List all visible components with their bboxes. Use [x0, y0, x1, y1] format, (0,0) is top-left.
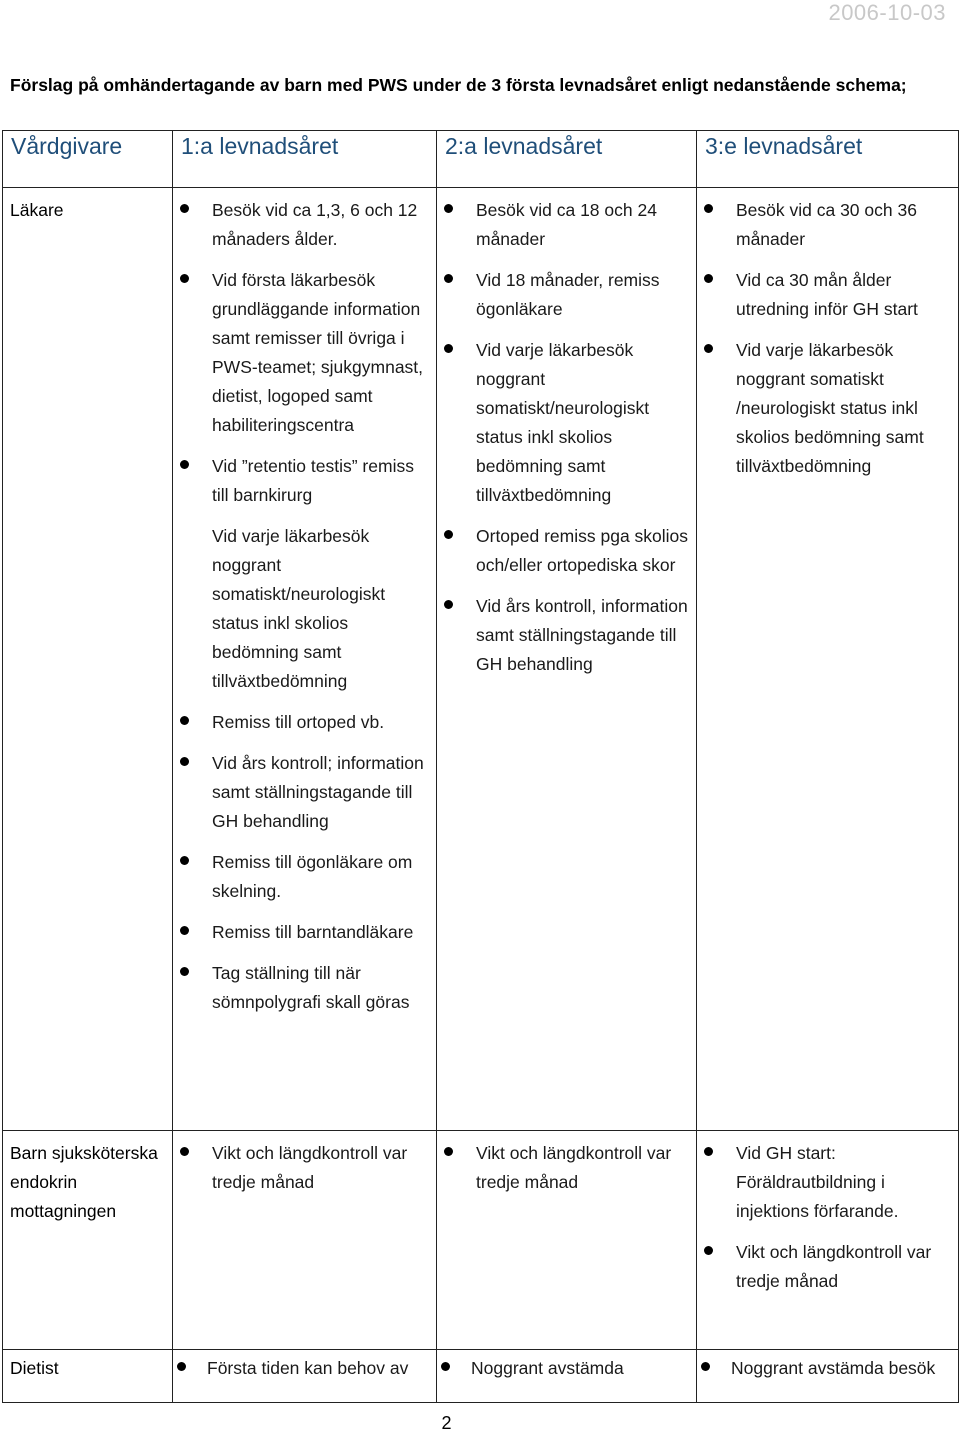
role-cell: Dietist — [3, 1350, 173, 1403]
list-item: Vikt och längdkontroll var tredje månad — [437, 1139, 690, 1197]
cell-year-1 — [173, 1131, 437, 1350]
list-item: Noggrant avstämda besök — [697, 1354, 952, 1383]
bullet-icon — [180, 204, 189, 213]
list-item: Besök vid ca 30 och 36 månader — [697, 196, 952, 254]
bullet-icon — [444, 600, 453, 609]
list-item: Vid ”retentio testis” remiss till barnkirurg — [173, 452, 430, 510]
bullet-icon — [704, 274, 713, 283]
list-item: Vid års kontroll, information samt ställningstagande till GH behandling — [437, 592, 690, 679]
list-item: Vid års kontroll; information samt ställningstagande till GH behandling — [173, 749, 430, 836]
table-row-dietist — [3, 1350, 959, 1403]
bullet-list — [173, 1131, 436, 1197]
intro-text: Förslag på omhändertagande av barn med PWS under de 3 första levnadsåret enligt nedanstående schema; — [10, 75, 907, 95]
cell-year-3 — [697, 1131, 959, 1350]
list-item: Tag ställning till när sömnpolygrafi skall göras — [173, 959, 430, 1017]
list-item: Noggrant avstämda — [437, 1354, 690, 1383]
bullet-list — [437, 188, 696, 679]
bullet-icon — [704, 1147, 713, 1156]
list-item: Vid varje läkarbesök noggrant somatiskt /neurologiskt status inkl skolios bedömning samt tillväxtbedömning — [697, 336, 952, 481]
list-item: Vikt och längdkontroll var tredje månad — [697, 1238, 952, 1296]
list-item: Första tiden kan behov av — [173, 1354, 430, 1383]
list-item: Vid varje läkarbesök noggrant somatiskt/neurologiskt status inkl skolios bedömning samt tillväxtbedömning — [437, 336, 690, 510]
bullet-icon — [701, 1362, 710, 1371]
table-row-barnsjukskoterska — [3, 1131, 959, 1350]
bullet-list — [697, 1131, 958, 1296]
cell-year-3 — [697, 188, 959, 1131]
cell-year-2 — [437, 188, 697, 1131]
bullet-icon — [177, 1362, 186, 1371]
list-item: Vid ca 30 mån ålder utredning inför GH start — [697, 266, 952, 324]
bullet-icon — [180, 274, 189, 283]
cell-year-3 — [697, 1350, 959, 1403]
header-year-2: 2:a levnadsåret — [437, 131, 697, 188]
bullet-icon — [180, 716, 189, 725]
header-year-1: 1:a levnadsåret — [173, 131, 437, 188]
bullet-icon — [180, 757, 189, 766]
cell-year-2 — [437, 1350, 697, 1403]
role-cell: Barn sjuksköterska endokrin mottagningen — [3, 1131, 173, 1350]
bullet-icon — [444, 530, 453, 539]
list-item: Vid varje läkarbesök noggrant somatiskt/neurologiskt status inkl skolios bedömning samt tillväxtbedömning — [212, 526, 386, 691]
bullet-list — [437, 1350, 696, 1383]
bullet-icon — [444, 274, 453, 283]
bullet-icon — [444, 344, 453, 353]
document-date: 2006-10-03 — [828, 0, 946, 25]
header-year-3: 3:e levnadsåret — [697, 131, 959, 188]
list-item: Besök vid ca 1,3, 6 och 12 månaders ålder. — [173, 196, 430, 254]
cell-year-1 — [173, 1350, 437, 1403]
list-item: Vid första läkarbesök grundläggande information samt remisser till övriga i PWS-teamet; sjukgymnast, dietist, logoped samt habiliteringscentra — [173, 266, 430, 440]
bullet-list — [697, 188, 958, 481]
bullet-icon — [704, 1246, 713, 1255]
bullet-list — [173, 188, 436, 1017]
list-item: Remiss till ögonläkare om skelning. — [173, 848, 430, 906]
bullet-icon — [180, 1147, 189, 1156]
bullet-icon — [180, 856, 189, 865]
bullet-list — [173, 1350, 436, 1383]
bullet-icon — [441, 1362, 450, 1371]
role-cell: Läkare — [3, 188, 173, 1131]
cell-year-1 — [173, 188, 437, 1131]
bullet-list — [437, 1131, 696, 1197]
bullet-icon — [180, 967, 189, 976]
bullet-icon — [180, 926, 189, 935]
page-number: 2 — [441, 1413, 452, 1433]
list-item: Vid 18 månader, remiss ögonläkare — [437, 266, 690, 324]
bullet-icon — [444, 204, 453, 213]
list-item: Ortoped remiss pga skolios och/eller ortopediska skor — [437, 522, 690, 580]
list-item: Remiss till barntandläkare — [173, 918, 430, 947]
bullet-list — [697, 1350, 958, 1383]
list-item: Remiss till ortoped vb. — [173, 708, 430, 737]
bullet-icon — [180, 460, 189, 469]
list-item: Vid GH start: Föräldrautbildning i injektions förfarande. — [697, 1139, 952, 1226]
cell-year-2 — [437, 1131, 697, 1350]
bullet-icon — [704, 204, 713, 213]
table-header-row — [3, 131, 959, 188]
bullet-icon — [704, 344, 713, 353]
care-schedule-table — [2, 130, 959, 1403]
table-row-lakare — [3, 188, 959, 1131]
list-item: Vikt och längdkontroll var tredje månad — [173, 1139, 430, 1197]
bullet-icon — [444, 1147, 453, 1156]
list-item: Besök vid ca 18 och 24 månader — [437, 196, 690, 254]
header-caregiver: Vårdgivare — [3, 131, 173, 188]
